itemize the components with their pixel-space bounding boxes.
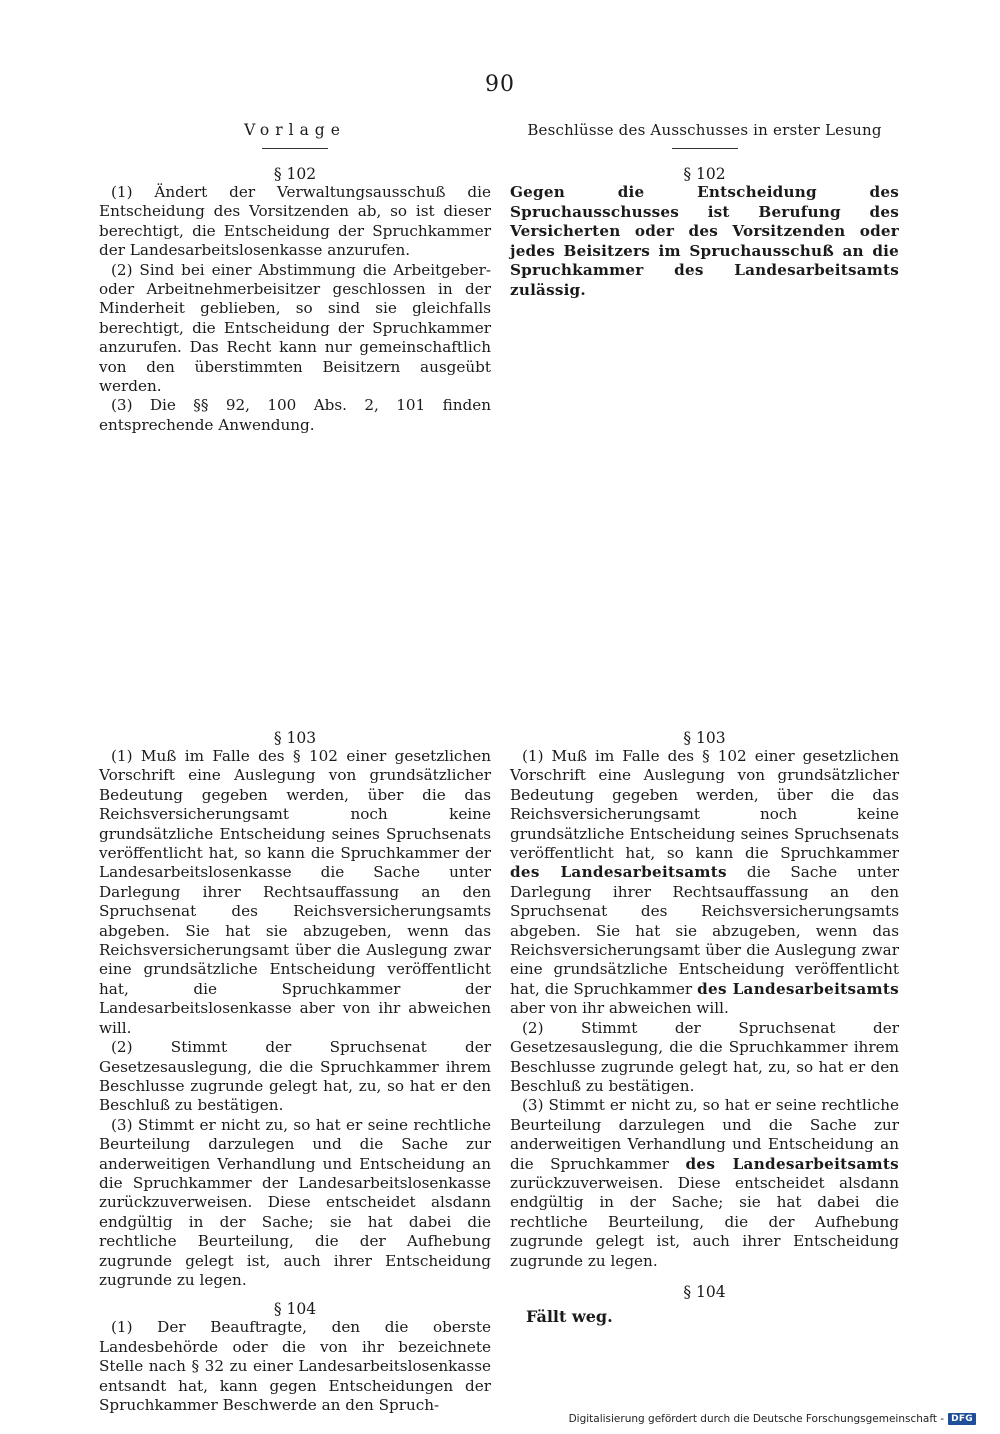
- emphasis: des Landesarbeitsamts: [697, 979, 900, 998]
- section-title: § 102: [273, 165, 317, 183]
- paragraph: (2) Stimmt der Spruchsenat der Gesetzesauslegung, die die Spruchkammer ihrem Beschlusse zugrunde gelegt hat, zu, so hat er den Beschluß zu bestätigen.: [99, 1038, 491, 1115]
- heading-rule: [262, 148, 328, 149]
- text-run: zurückzuverweisen. Diese entscheidet alsdann endgültig in der Sache; sie hat dabei die rechtliche Beurteilung, die der Aufhebung zugrunde gelegt ist, auch ihrer Entscheidung zugrunde zu legen.: [510, 1173, 899, 1270]
- section-title: § 103: [683, 729, 726, 747]
- paragraph: (1) Der Beauftragte, den die oberste Landesbehörde oder die von ihr bezeichnete Stelle nach § 32 zu einer Landesarbeitslosenkasse entsandt hat, kann gegen Entscheidungen der Spruchkammer Beschwerde an den Spruch-: [99, 1318, 491, 1414]
- paragraph: (1) Muß im Falle des § 102 einer gesetzlichen Vorschrift eine Auslegung von grundsätzlicher Bedeutung gegeben werden, über die das Reichsversicherungsamt noch keine grundsätzliche Entscheidung seines Spruchsenats veröffentlicht hat, so kann die Spruchkammer der Landesarbeitslosenkasse die Sache unter Darlegung ihrer Rechtsauffassung an den Spruchsenat des Reichsversicherungsamts abgeben. Sie hat sie abzugeben, wenn das Reichsversicherungsamt über die Auslegung zwar eine grundsätzliche Entscheidung veröffentlicht hat, die Spruchkammer der Landesarbeitslosenkasse aber von ihr abweichen will.: [99, 747, 491, 1037]
- column-heading: Beschlüsse des Ausschusses in erster Lesung: [527, 121, 882, 139]
- column-beschluesse: [510, 121, 899, 301]
- paragraph: (2) Sind bei einer Abstimmung die Arbeitgeber- oder Arbeitnehmerbeisitzer geschlossen in der Minderheit geblieben, so sind sie gleichfalls berechtigt, die Entscheidung der Spruchkammer anzurufen. Das Recht kann nur gemeinschaftlich von den überstimmten Beisitzern ausgeübt werden.: [99, 260, 491, 396]
- text-run: die Sache unter Darlegung ihrer Rechtsauffassung an den Spruchsenat des Reichsversicherungsamts abgeben. Sie hat sie abzugeben, wenn das Reichsversicherungsamt über die Auslegung zwar eine grundsätzliche Entscheidung veröffentlicht hat, die Spruchkammer: [510, 863, 900, 998]
- text-run: aber von ihr abweichen will.: [510, 999, 729, 1018]
- emphasis: des Landesarbeitsamts: [510, 863, 727, 882]
- text-run: (3) Stimmt er nicht zu, so hat er seine rechtliche Beurteilung darzulegen und die Sache zur anderweitigen Verhandlung und Entscheidung an die Spruchkammer: [510, 1096, 899, 1173]
- section-title: § 104: [683, 1282, 726, 1301]
- paragraph: (1) Ändert der Verwaltungsausschuß die Entscheidung des Vorsitzenden ab, so ist dieser berechtigt, die Entscheidung der Spruchkammer der Landesarbeitslosenkasse anzurufen.: [99, 183, 491, 260]
- column-vorlage: [99, 121, 491, 435]
- section-103-right: [510, 729, 899, 1326]
- paragraph: Gegen die Entscheidung des Spruchausschusses ist Berufung des Versicherten oder des Vorsitzenden oder jedes Beisitzers im Spruchausschuß an die Spruchkammer des Landesarbeitsamts zulässig.: [510, 183, 899, 299]
- section-title: § 103: [273, 729, 317, 747]
- paragraph: (3) Stimmt er nicht zu, so hat er seine rechtliche Beurteilung darzulegen und die Sache zur anderweitigen Verhandlung und Entscheidung an die Spruchkammer der Landesarbeitslosenkasse zurückzuverweisen. Diese entscheidet alsdann endgültig in der Sache; sie hat dabei die rechtliche Beurteilung, die der Aufhebung zugrunde gelegt ist, auch ihrer Entscheidung zugrunde zu legen.: [99, 1115, 491, 1289]
- paragraph: [510, 1096, 899, 1271]
- dfg-logo: DFG: [948, 1413, 976, 1425]
- section-title: § 104: [273, 1300, 317, 1319]
- emphasis: des Landesarbeitsamts: [685, 1154, 899, 1173]
- heading-rule: [672, 148, 738, 149]
- paragraph: Fällt weg.: [526, 1306, 613, 1326]
- column-heading: Vorlage: [244, 121, 346, 139]
- footer: [569, 1413, 976, 1425]
- section-title: § 102: [683, 165, 726, 183]
- paragraph: (2) Stimmt der Spruchsenat der Gesetzesauslegung, die die Spruchkammer ihrem Beschlusse zugrunde gelegt hat, zu, so hat er den Beschluß zu bestätigen.: [510, 1018, 899, 1095]
- footer-text: Digitalisierung gefördert durch die Deutsche Forschungsgemeinschaft -: [568, 1413, 945, 1425]
- paragraph: (3) Die §§ 92, 100 Abs. 2, 101 finden entsprechende Anwendung.: [99, 396, 491, 434]
- text-run: (1) Muß im Falle des § 102 einer gesetzlichen Vorschrift eine Auslegung von grundsätzlicher Bedeutung gegeben werden, über die das Reichsversicherungsamt noch keine grundsätzliche Entscheidung seines Spruchsenats veröffentlicht hat, so kann die Spruchkammer: [510, 747, 899, 863]
- paragraph: [510, 747, 899, 1019]
- page-number: 90: [485, 72, 515, 97]
- section-103-left: [99, 729, 491, 1415]
